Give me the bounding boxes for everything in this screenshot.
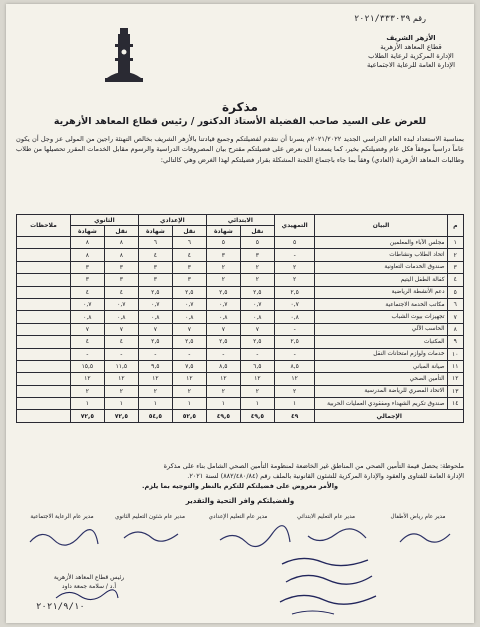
fees-table [16,214,464,423]
row-number: ١ [447,237,463,249]
cell-prep-stage: ٢ [274,261,315,273]
cell-primary-certificate: ٧ [206,323,240,335]
cell-primary-certificate: ٥ [206,237,240,249]
cell-primary-certificate: ٢,٥ [206,336,240,348]
reference-label: رقم [412,14,426,23]
cell-prep-stage: ٠,٧ [274,298,315,310]
col-prep-stage-header: التمهيدي [274,215,315,237]
table-row [17,311,464,323]
cell-preparatory-certificate: ٢,٥ [138,336,172,348]
cell-secondary-certificate: ٠,٧ [70,298,104,310]
cell-prep-stage: - [274,348,315,360]
cell-notes [17,385,71,397]
table-row [17,360,464,372]
cell-prep-stage: ١ [274,398,315,410]
cell-secondary-transfer: ٠,٧ [104,298,138,310]
cell-notes [17,410,71,423]
cell-notes [17,311,71,323]
table-row [17,298,464,310]
cell-prep-stage: ٥ [274,237,315,249]
table-row [17,261,464,273]
row-number: ٨ [447,323,463,335]
cell-notes [17,398,71,410]
dept-line: الإدارة المركزية لرعاية الطلاب [368,52,454,60]
document-sheet [6,4,474,623]
dept-line: الإدارة العامة للرعاية الاجتماعية [366,61,456,69]
cell-primary-transfer: ٥ [240,237,274,249]
row-item: الاتحاد المصري للرياضة المدرسية [315,385,447,397]
table-row [17,348,464,360]
cell-primary-transfer: ٠,٨ [240,311,274,323]
cell-preparatory-certificate: ٣ [138,261,172,273]
cell-secondary-certificate: ١ [70,398,104,410]
cell-secondary-transfer: ٤ [104,286,138,298]
cell-secondary-transfer: ٨ [104,237,138,249]
cell-preparatory-certificate: ٠,٧ [138,298,172,310]
row-number: ٧ [447,311,463,323]
cell-primary-transfer: ١ [240,398,274,410]
signatory-social-care: مدير عام الرعاية الاجتماعية [30,514,94,520]
cell-primary-transfer: ٢ [240,385,274,397]
cell-prep-stage: - [274,323,315,335]
cell-secondary-certificate: ٧ [70,323,104,335]
total-primary-transfer: ٤٩,٥ [240,410,274,423]
cell-preparatory-transfer: ٣ [172,274,206,286]
approver-signature [52,588,122,602]
cell-notes [17,249,71,261]
cell-primary-certificate: ٨,٥ [206,360,240,372]
cell-preparatory-certificate: ٣ [138,274,172,286]
cell-primary-transfer: ٦,٥ [240,360,274,372]
col-secondary-header: الثانوي [70,215,138,226]
cell-notes [17,348,71,360]
cell-notes [17,336,71,348]
table-row [17,249,464,261]
row-item: المكتبات [315,336,447,348]
table-row [17,398,464,410]
table-row [17,323,464,335]
row-item: صندوق الخدمات التعاونية [315,261,447,273]
col-item-header: البيان [315,215,447,237]
cell-primary-transfer: ٢,٥ [240,336,274,348]
row-item: مكاتب الخدمة الاجتماعية [315,298,447,310]
approver-title: رئيس قطاع المعاهد الأزهرية [53,574,125,581]
cell-secondary-certificate: ٤ [70,286,104,298]
total-prep-stage: ٤٩ [274,410,315,423]
cell-secondary-transfer: ٢ [104,385,138,397]
note-line: الإدارة العامة للفتاوى والعقود والإدارة المركزية للشئون القانونية بالملف رقم (٨٨٢/٤٨٠/٨٤) لسنة ٢٠٢١. [187,472,464,480]
cell-primary-certificate: ١٢ [206,373,240,385]
approver-name: أ.د / سلامة جمعة داود [61,583,117,590]
cell-notes [17,286,71,298]
closing-greeting: ولفضيلتكم وافر التحية والتقدير [185,497,295,505]
cell-notes [17,373,71,385]
cell-primary-transfer: ٠,٧ [240,298,274,310]
row-number: ١٣ [447,385,463,397]
table-row [17,237,464,249]
row-item: كفالة الطفل اليتيم [315,274,447,286]
total-preparatory-certificate: ٥٤,٥ [138,410,172,423]
row-number: ١١ [447,360,463,372]
cell-preparatory-transfer: ١ [172,398,206,410]
cell-secondary-certificate: ٣ [70,261,104,273]
notes-block [16,461,464,491]
cell-preparatory-certificate: ٢,٥ [138,286,172,298]
cell-secondary-transfer: - [104,348,138,360]
bottom-date: ٢٠٢١/٩/١٠ [36,602,85,612]
row-number: ٩ [447,336,463,348]
cell-preparatory-certificate: ٧ [138,323,172,335]
col-notes-header: ملاحظات [17,215,71,237]
cell-secondary-transfer: ٣ [104,274,138,286]
total-preparatory-transfer: ٥٢,٥ [172,410,206,423]
subhead-transfer: نقل [104,226,138,237]
total-secondary-certificate: ٧٢,٥ [70,410,104,423]
table-row [17,336,464,348]
cell-primary-certificate: ٢ [206,274,240,286]
row-number: ٦ [447,298,463,310]
cell-preparatory-transfer: ٤ [172,249,206,261]
cell-preparatory-transfer: ٣ [172,261,206,273]
subhead-certificate: شهادة [138,226,172,237]
total-row [17,410,464,423]
cell-primary-certificate: ٣ [206,249,240,261]
note-line: والأمر معروض على فضيلتكم للتكرم بالنظر والتوجيه بما يلزم. [142,482,338,490]
cell-primary-transfer: ٣ [240,249,274,261]
cell-notes [17,323,71,335]
cell-primary-transfer: ٢ [240,274,274,286]
signatory-kindergarten: مدير عام رياض الأطفال [390,514,446,520]
cell-secondary-transfer: ١ [104,398,138,410]
cell-prep-stage: ٨,٥ [274,360,315,372]
cell-primary-certificate: ٢,٥ [206,286,240,298]
cell-preparatory-certificate: ٤ [138,249,172,261]
cell-preparatory-certificate: ٩,٥ [138,360,172,372]
memo-intro: بمناسبة الاستعداد لبدء العام الدراسي الجديد ٢٠٢١/٢٠٢٢م يسرنا أن نتقدم لفضيلتكم وجميع قيادتنا بالأزهر الشريف بخالص التهنئة راجين من المولى عز وجل أن يكون عاماً دراسياً موفقاً فكل عام وفضيلتكم بخير، كما يسعدنا أن نعرض على فضيلتكم مقترح بيان المصروفات الدراسية والرسوم مقابل الخدمات المقرر تحصيلها من طلاب وطالبات المعاهد الأزهرية (العادي) وفقاً بما جاء باجتماع اللجنة المشكلة بقرار فضيلتكم لهذا الغرض وهي كالتالي: [16,135,465,164]
table-row [17,286,464,298]
cell-secondary-certificate: ٠,٨ [70,311,104,323]
row-number: ٤ [447,274,463,286]
cell-secondary-transfer: ٣ [104,261,138,273]
cell-preparatory-certificate: ١٢ [138,373,172,385]
cell-secondary-certificate: ١٢ [70,373,104,385]
cell-primary-transfer: ٧ [240,323,274,335]
cell-secondary-transfer: ٧ [104,323,138,335]
row-item: التأمين الصحي [315,373,447,385]
cell-preparatory-certificate: ١ [138,398,172,410]
signatory-preparatory: مدير عام التعليم الإعدادي [208,514,268,520]
cell-preparatory-certificate: ٦ [138,237,172,249]
subhead-transfer: نقل [172,226,206,237]
cell-prep-stage: ٠,٨ [274,311,315,323]
total-primary-certificate: ٤٩,٥ [206,410,240,423]
fees-table-body [17,237,464,423]
signatory-secondary: مدير عام شئون التعليم الثانوي [115,514,185,520]
total-secondary-transfer: ٧٢,٥ [104,410,138,423]
row-number: ١٤ [447,398,463,410]
note-line: ملحوظة: يحصل قيمة التأمين الصحي من المناطق غير الخاضعة لمنظومة التأمين الصحي الشامل بناء على مذكرة [163,462,464,470]
cell-secondary-certificate: ٨ [70,249,104,261]
cell-secondary-certificate: ٢ [70,385,104,397]
row-item: اتحاد الطلاب ونشاطات [315,249,447,261]
cell-primary-transfer: ١٢ [240,373,274,385]
cell-preparatory-transfer: ٢ [172,385,206,397]
cell-notes [17,261,71,273]
cell-primary-certificate: ٢ [206,261,240,273]
signature-strokes [20,524,460,552]
subhead-certificate: شهادة [206,226,240,237]
row-number: ٣ [447,261,463,273]
reference-line [306,14,426,24]
row-number: ١٠ [447,348,463,360]
row-item: الحاسب الآلي [315,323,447,335]
cell-primary-certificate: ١ [206,398,240,410]
reference-number: ٢٠٢١/٣٣٣٠٣٩ [354,14,411,24]
cell-prep-stage: ١٢ [274,373,315,385]
row-number: ٥ [447,286,463,298]
cell-notes [17,274,71,286]
row-number: ١٢ [447,373,463,385]
memo-title: مذكرة [222,100,258,114]
cell-primary-transfer: ٢ [240,261,274,273]
cell-primary-certificate: - [206,348,240,360]
cell-preparatory-certificate: ٠,٨ [138,311,172,323]
cell-primary-transfer: - [240,348,274,360]
cell-primary-certificate: ٠,٧ [206,298,240,310]
row-item: تجهيزات بيوت الشباب [315,311,447,323]
cell-preparatory-certificate: - [138,348,172,360]
cell-preparatory-transfer: ٢,٥ [172,286,206,298]
cell-preparatory-transfer: ٦ [172,237,206,249]
row-item: صندوق تكريم الشهداء ومفقودي العمليات الحربية [315,398,447,410]
cell-preparatory-transfer: ٧ [172,323,206,335]
cell-preparatory-transfer: ٧,٥ [172,360,206,372]
cell-secondary-transfer: ١١,٥ [104,360,138,372]
signatory-primary: مدير عام التعليم الابتدائي [296,514,356,520]
cell-preparatory-transfer: ٠,٨ [172,311,206,323]
cell-secondary-transfer: ٨ [104,249,138,261]
col-num-header: م [447,215,463,237]
table-row [17,274,464,286]
table-row [17,385,464,397]
total-label: الإجمالي [315,410,464,423]
cell-prep-stage: ٢ [274,385,315,397]
row-item: دعم الأنشطة الرياضية [315,286,447,298]
cell-secondary-transfer: ١٢ [104,373,138,385]
cell-secondary-certificate: ٣ [70,274,104,286]
cell-secondary-transfer: ٤ [104,336,138,348]
cell-preparatory-certificate: ٢ [138,385,172,397]
cell-notes [17,360,71,372]
cell-preparatory-transfer: - [172,348,206,360]
cell-notes [17,298,71,310]
cell-preparatory-transfer: ١٢ [172,373,206,385]
cell-notes [17,237,71,249]
subhead-transfer: نقل [240,226,274,237]
cell-secondary-certificate: ١٥,٥ [70,360,104,372]
dept-line: الأزهر الشريف [386,34,436,42]
cell-secondary-certificate: ٨ [70,237,104,249]
cell-secondary-certificate: ٤ [70,336,104,348]
cell-secondary-certificate: - [70,348,104,360]
department-header [356,34,466,70]
row-number: ٢ [447,249,463,261]
col-primary-header: الابتدائي [206,215,274,226]
cell-preparatory-transfer: ٠,٧ [172,298,206,310]
cell-prep-stage: ٢,٥ [274,336,315,348]
cell-prep-stage: - [274,249,315,261]
cell-prep-stage: ٢,٥ [274,286,315,298]
cell-preparatory-transfer: ٢,٥ [172,336,206,348]
dept-line: قطاع المعاهد الأزهرية [380,43,442,51]
table-row [17,373,464,385]
row-item: خدمات ولوازم امتحانات النقل [315,348,447,360]
azhar-emblem-icon [101,26,147,84]
cell-prep-stage: ٢ [274,274,315,286]
cell-primary-certificate: ٠,٨ [206,311,240,323]
cell-secondary-transfer: ٠,٨ [104,311,138,323]
cell-primary-certificate: ٢ [206,385,240,397]
handwritten-annotation [272,552,382,620]
row-item: صيانة المباني [315,360,447,372]
subhead-certificate: شهادة [70,226,104,237]
col-preparatory-header: الإعدادي [138,215,206,226]
cell-primary-transfer: ٢,٥ [240,286,274,298]
memo-subtitle: للعرض على السيد صاحب الفضيلة الأستاذ الدكتور / رئيس قطاع المعاهد الأزهرية [53,116,427,127]
row-item: مجلس الآباء والمعلمين [315,237,447,249]
